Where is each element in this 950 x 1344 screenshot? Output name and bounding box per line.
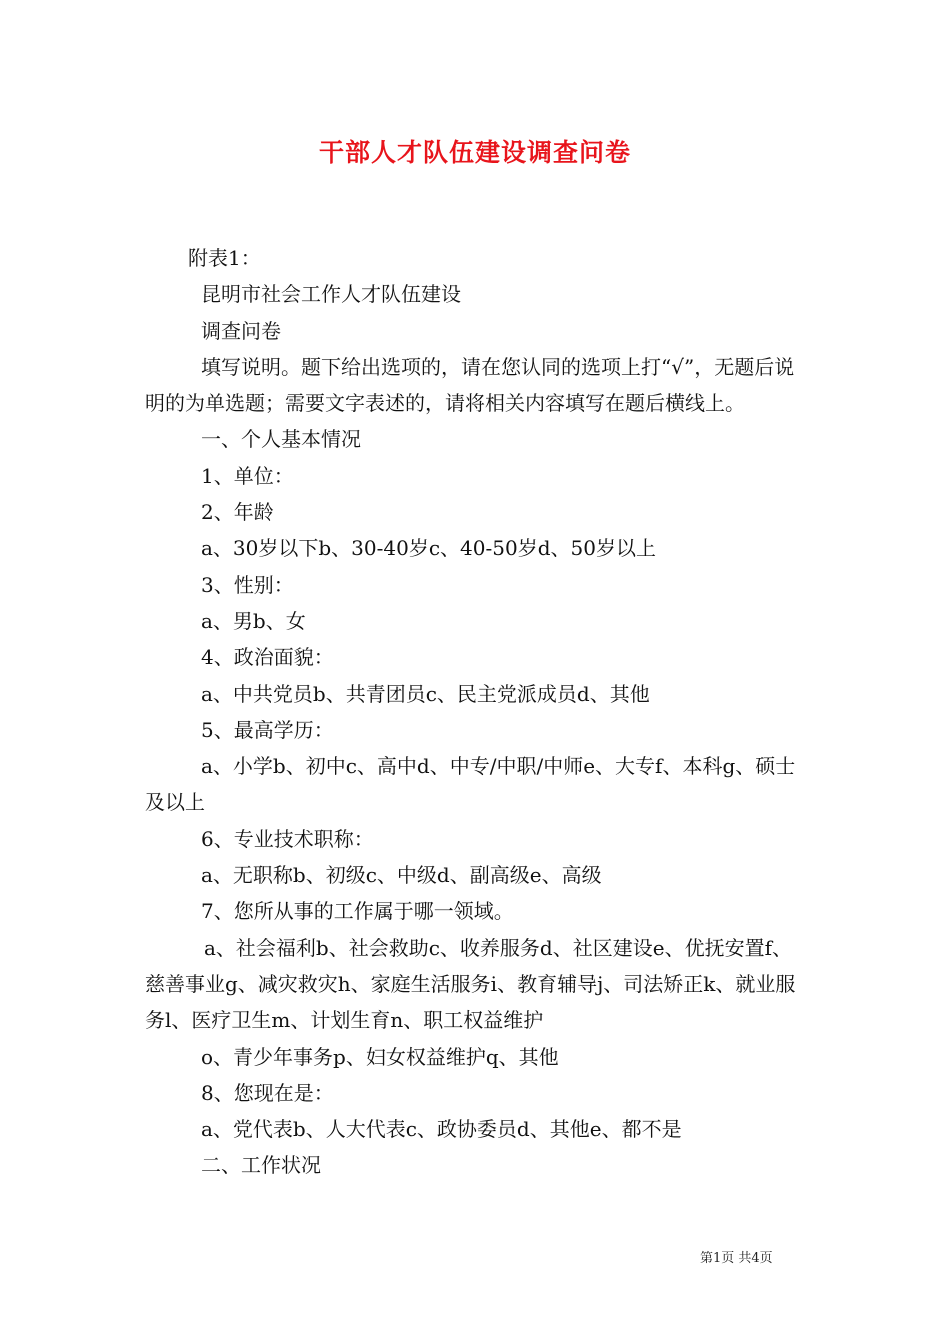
question-1: 1、单位： xyxy=(201,463,294,488)
question-8: 8、您现在是： xyxy=(201,1080,334,1105)
question-5-options: a、小学b、初中c、高中d、中专/中职/中师e、大专f、本科g、硕士及以上 xyxy=(145,754,796,815)
section-heading-1: 一、个人基本情况 xyxy=(201,427,361,452)
appendix-label: 附表1： xyxy=(188,246,261,270)
question-2: 2、年龄 xyxy=(201,500,274,525)
subtitle-line-1: 昆明市社会工作人才队伍建设 xyxy=(201,282,461,307)
question-7-options-continued: o、青少年事务p、妇女权益维护q、其他 xyxy=(201,1044,559,1069)
page-number-footer: 第1页 共4页 xyxy=(700,1251,773,1266)
question-7: 7、您所从事的工作属于哪一领域。 xyxy=(201,899,514,924)
question-8-options: a、党代表b、人大代表c、政协委员d、其他e、都不是 xyxy=(201,1117,682,1142)
section-heading-2: 二、工作状况 xyxy=(201,1153,321,1178)
instructions-paragraph: 填写说明。题下给出选项的，请在您认同的选项上打“√”，无题后说明的为单选题；需要文字表述的，请将相关内容填写在题后横线上。 xyxy=(145,354,795,416)
question-4: 4、政治面貌： xyxy=(201,645,334,670)
question-3: 3、性别： xyxy=(201,572,294,597)
question-2-options: a、30岁以下b、30-40岁c、40-50岁d、50岁以上 xyxy=(201,536,656,561)
subtitle-line-2: 调查问卷 xyxy=(201,318,281,343)
question-4-options: a、中共党员b、共青团员c、民主党派成员d、其他 xyxy=(201,681,650,706)
question-5: 5、最高学历： xyxy=(201,717,334,742)
document-title: 干部人才队伍建设调查问卷 xyxy=(318,138,631,167)
document-body xyxy=(145,240,810,1184)
question-6-options: a、无职称b、初级c、中级d、副高级e、高级 xyxy=(201,863,602,888)
question-7-options: a、社会福利b、社会救助c、收养服务d、社区建设e、优抚安置f、慈善事业g、减灾救灾h、家庭生活服务i、教育辅导j、司法矫正k、就业服务l、医疗卫生m、计划生育n、职工权益维护 xyxy=(145,935,796,1033)
question-3-options: a、男b、女 xyxy=(201,608,306,633)
question-6: 6、专业技术职称： xyxy=(201,826,374,851)
